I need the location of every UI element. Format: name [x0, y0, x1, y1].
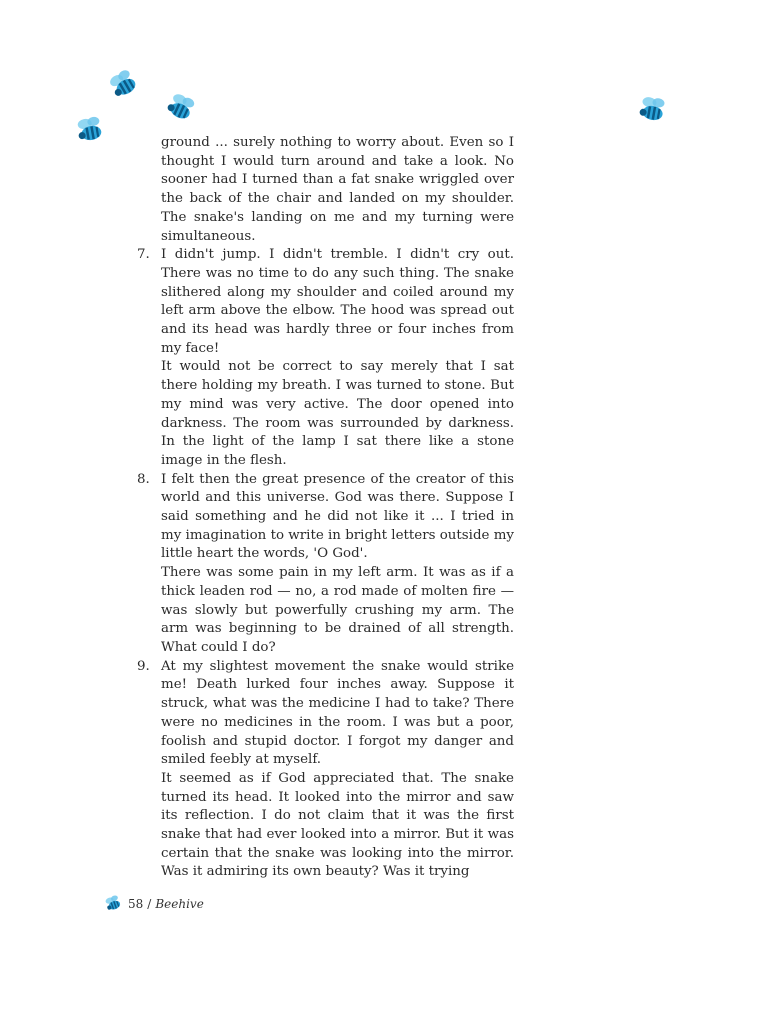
footer-separator: /: [147, 897, 152, 911]
paragraph-text: I felt then the great presence of the creator of this world and this universe. God was there. Suppose I said something and he did not like it ... I tried in my imagination to write in bright letters outside my little heart the words, 'O God'.: [161, 471, 514, 562]
paragraph-8: [136, 471, 514, 658]
bee-icon: [108, 68, 142, 102]
paragraph-7: [136, 246, 514, 470]
paragraph-number: 7.: [137, 247, 150, 263]
bee-icon: [636, 94, 670, 128]
paragraph-number: 9.: [137, 658, 150, 674]
page-footer: [104, 893, 204, 915]
story-text: [136, 134, 514, 882]
paragraph-text: It seemed as if God appreciated that. The snake turned its head. It looked into the mirror and saw its reflection. I do not claim that it was the first snake that had ever looked into a mirror. But it was certain that the snake was looking into the mirror. Was it admiring its own beauty? Was it trying: [161, 770, 514, 880]
paragraph-text: It would not be correct to say merely that I sat there holding my breath. I was turned to stone. But my mind was very active. The door opened into darkness. The room was surrounded by darkness. In the light of the lamp I sat there like a stone image in the flesh.: [161, 359, 514, 468]
bee-icon: [164, 92, 198, 126]
paragraph-continued: [136, 134, 514, 246]
paragraph-number: 8.: [137, 471, 150, 487]
paragraph-9: [136, 658, 514, 882]
bee-icon: [104, 894, 124, 914]
page-number: 58: [128, 897, 144, 911]
paragraph-text: I didn't jump. I didn't tremble. I didn't cry out. There was no time to do any such thing. The snake slithered along my shoulder and coiled around my left arm above the elbow. The hood was spread out and its head was hardly three or four inches from my face!: [161, 247, 514, 356]
book-title: Beehive: [155, 897, 204, 911]
paragraph-text: ground ... surely nothing to worry about. Even so I thought I would turn around and take a look. No sooner had I turned than a fat snake wriggled over the back of the chair and landed on my shoulder. The snake's landing on me and my turning were simultaneous.: [161, 135, 514, 244]
paragraph-text: At my slightest movement the snake would strike me! Death lurked four inches away. Suppose it struck, what was the medicine I had to take? There were no medicines in the room. I was but a poor, foolish and stupid doctor. I forgot my danger and smiled feebly at myself.: [161, 658, 514, 768]
bee-icon: [74, 114, 108, 148]
paragraph-text: There was some pain in my left arm. It was as if a thick leaden rod — no, a rod made of molten fire — was slowly but powerfully crushing my arm. The arm was beginning to be drained of all strength. What could I do?: [161, 565, 514, 655]
